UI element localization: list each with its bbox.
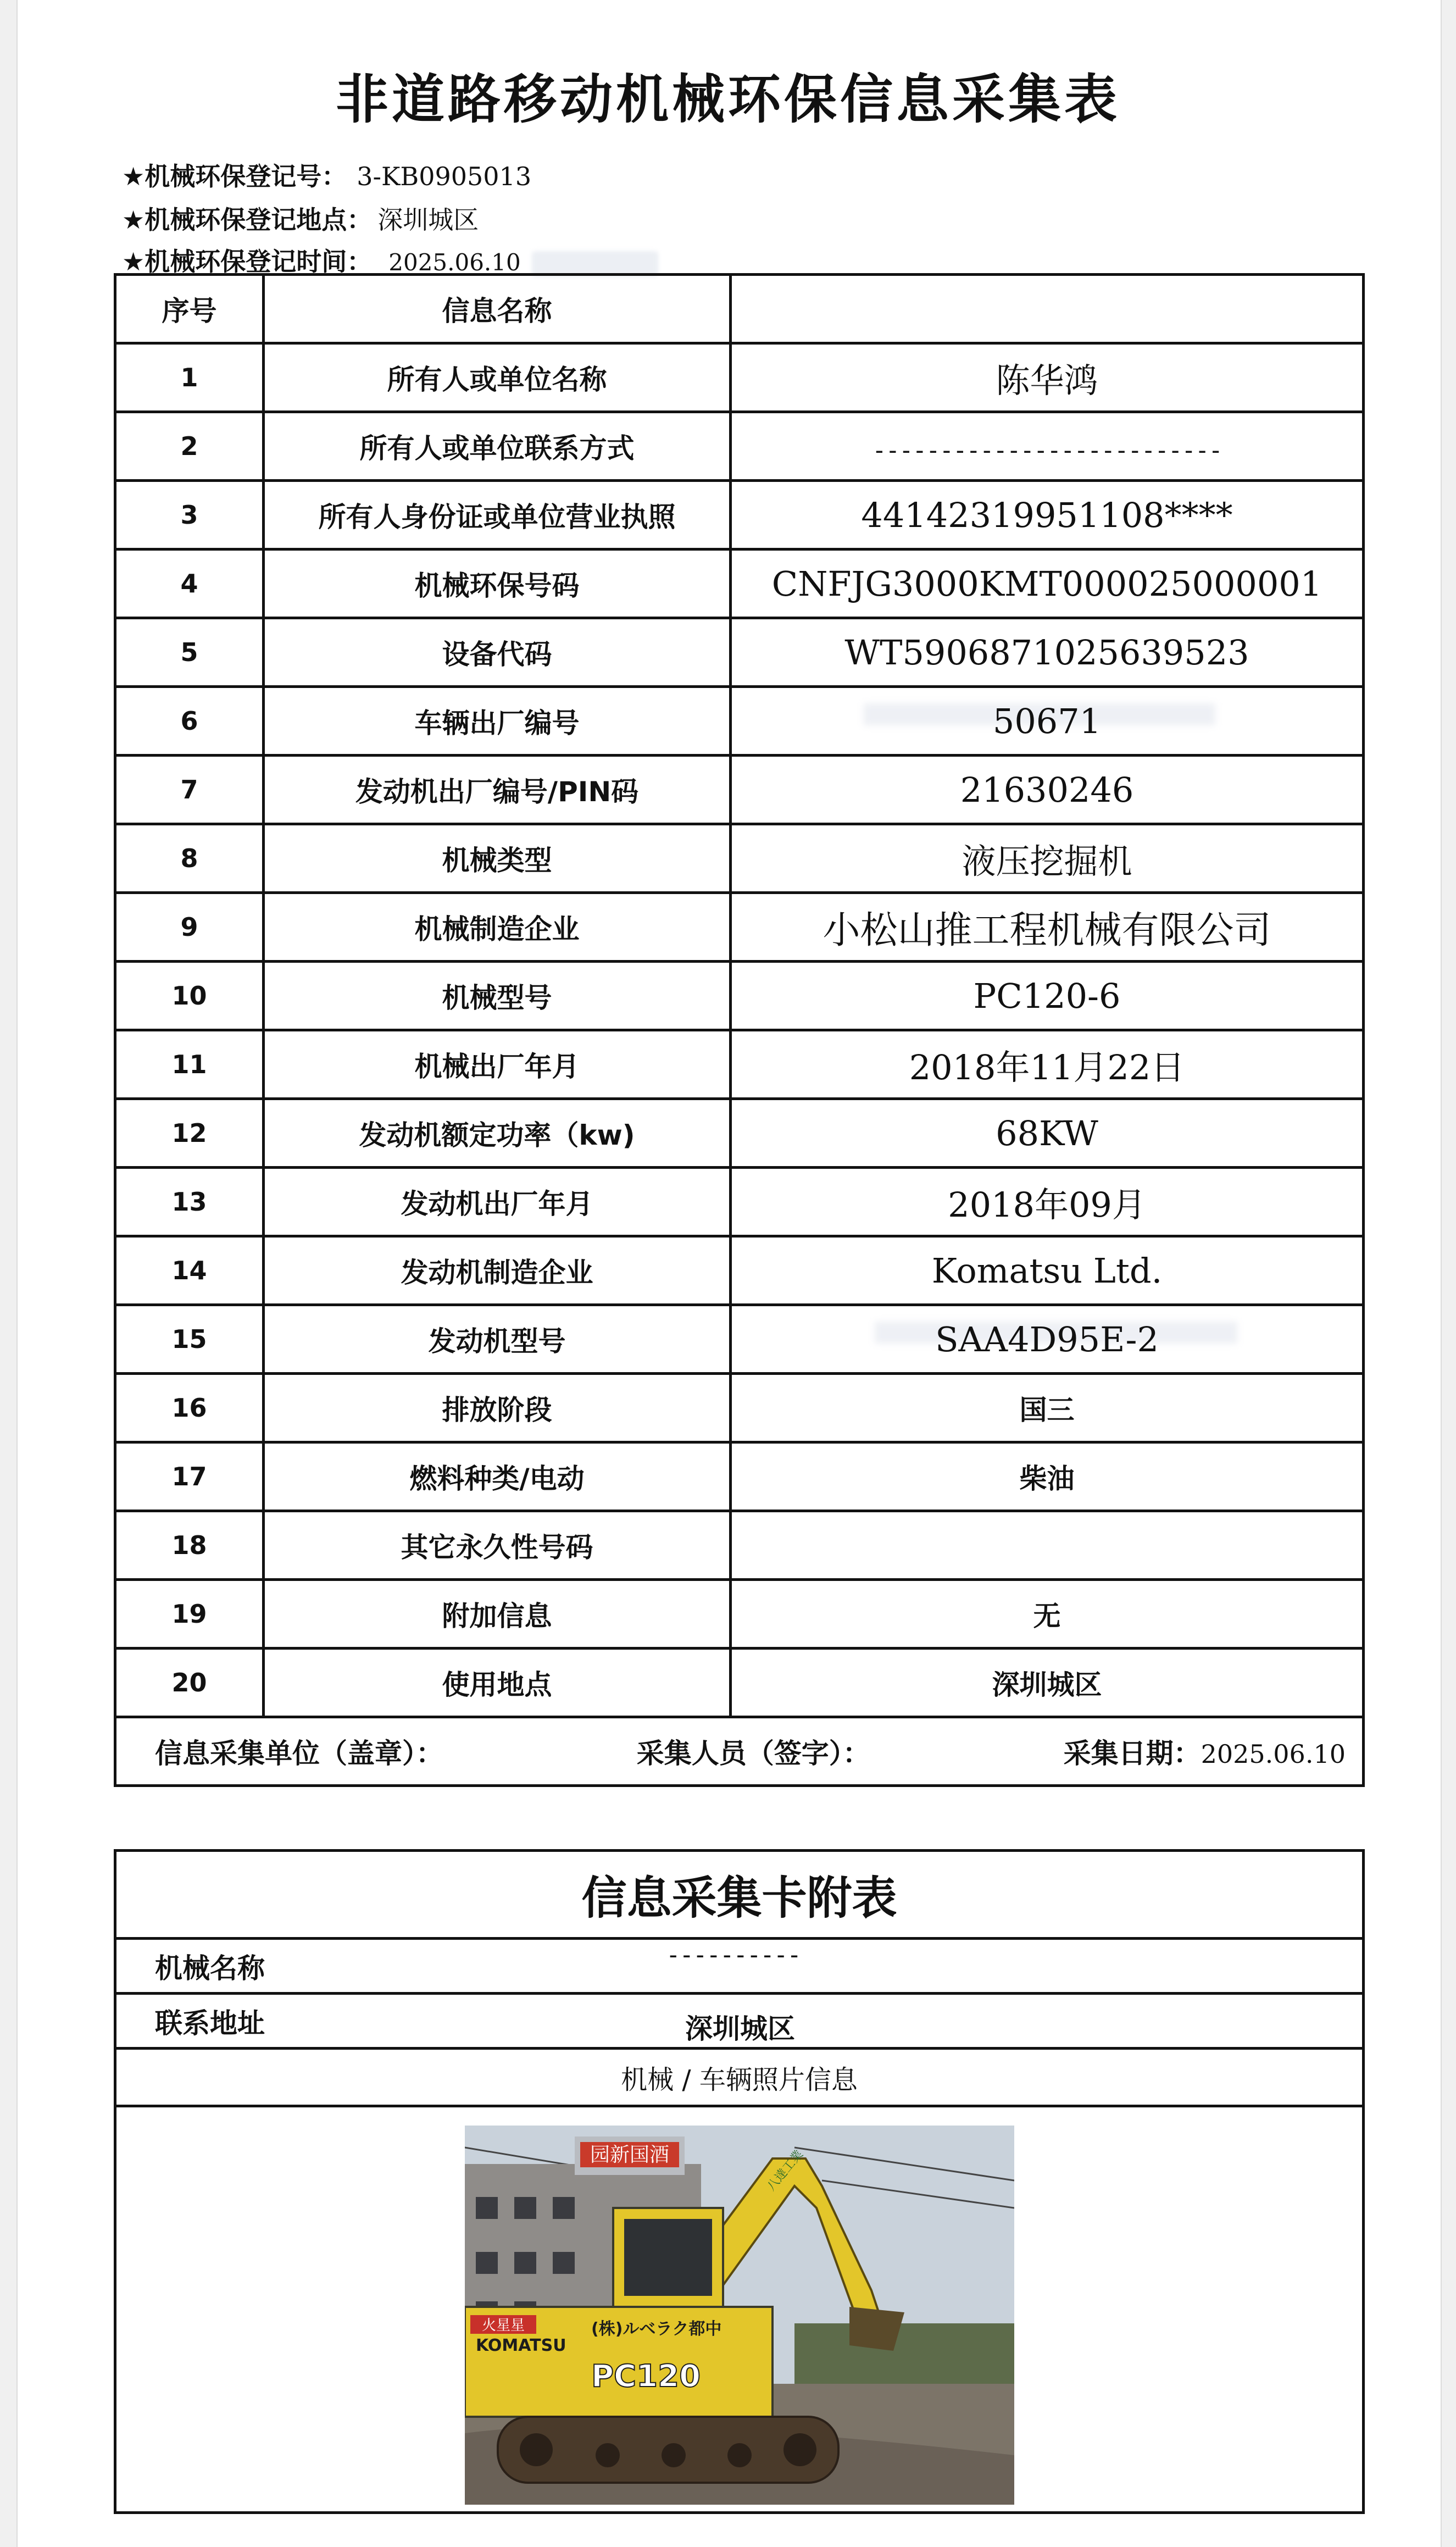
row-value: 国三	[731, 1374, 1364, 1442]
row-value: 柴油	[731, 1442, 1364, 1511]
row-label: 排放阶段	[264, 1374, 731, 1442]
machine-name-row	[115, 1939, 1364, 1994]
address-row	[115, 1994, 1364, 2049]
registration-number-label: ★机械环保登记号：	[122, 162, 347, 191]
header-serial: 序号	[115, 275, 264, 343]
row-label: 发动机型号	[264, 1305, 731, 1374]
row-label: 发动机额定功率（kw)	[264, 1099, 731, 1168]
row-number: 15	[115, 1305, 264, 1374]
row-number: 17	[115, 1442, 264, 1511]
registration-number	[122, 157, 531, 193]
row-value: 陈华鸿	[731, 343, 1364, 412]
collection-date-label: 采集日期：	[1063, 1738, 1201, 1769]
row-number: 10	[115, 962, 264, 1030]
machine-name-value: ----------	[666, 1941, 801, 1969]
engine-model-value: SAA4D95E-2	[935, 1319, 1159, 1359]
excavator-photo	[465, 2126, 1014, 2505]
row-value: 深圳城区	[731, 1649, 1364, 1717]
row-number: 14	[115, 1236, 264, 1305]
registration-number-value: 3-KB0905013	[357, 162, 532, 191]
row-label: 所有人或单位名称	[264, 343, 731, 412]
registration-time-value: 2025.06.10	[388, 249, 521, 276]
row-value: 2018年09月	[731, 1168, 1364, 1236]
row-value: 2018年11月22日	[731, 1030, 1364, 1099]
row-number: 9	[115, 893, 264, 962]
row-number: 1	[115, 343, 264, 412]
model-badge: PC120	[591, 2358, 701, 2394]
row-number: 20	[115, 1649, 264, 1717]
row-label: 设备代码	[264, 618, 731, 687]
dealer-text: (株)ルベラク都中	[591, 2319, 721, 2339]
collection-unit-label: 信息采集单位（盖章）：	[155, 1738, 443, 1769]
row-number: 12	[115, 1099, 264, 1168]
row-label: 机械类型	[264, 824, 731, 893]
row-label: 附加信息	[264, 1580, 731, 1649]
brand-text: KOMATSU	[475, 2335, 566, 2355]
row-value	[731, 1511, 1364, 1580]
row-number: 16	[115, 1374, 264, 1442]
photo-info-label: 机械 / 车辆照片信息	[115, 2049, 1364, 2106]
row-value	[731, 1305, 1364, 1374]
table-row	[115, 618, 1364, 687]
row-label: 机械型号	[264, 962, 731, 1030]
row-label: 所有人身份证或单位营业执照	[264, 481, 731, 550]
footer-cell	[115, 1717, 1364, 1786]
row-label: 机械出厂年月	[264, 1030, 731, 1099]
row-label: 机械制造企业	[264, 893, 731, 962]
cab-sticker: 火星星	[481, 2317, 525, 2334]
table-header-row	[115, 275, 1364, 343]
table-row	[115, 893, 1364, 962]
row-number: 3	[115, 481, 264, 550]
table-row	[115, 824, 1364, 893]
row-value: 21630246	[731, 756, 1364, 824]
row-label: 车辆出厂编号	[264, 687, 731, 756]
table-row	[115, 962, 1364, 1030]
table-row	[115, 1099, 1364, 1168]
row-value: 液压挖掘机	[731, 824, 1364, 893]
row-value: PC120-6	[731, 962, 1364, 1030]
collection-date	[1064, 1732, 1346, 1771]
row-number: 18	[115, 1511, 264, 1580]
row-label: 机械环保号码	[264, 550, 731, 618]
appendix-title: 信息采集卡附表	[115, 1851, 1364, 1939]
row-number: 4	[115, 550, 264, 618]
table-row	[115, 1580, 1364, 1649]
address-cell	[115, 1994, 1364, 2049]
factory-number-value: 50671	[992, 701, 1102, 741]
address-value: 深圳城区	[685, 2013, 795, 2045]
photo-cell	[115, 2106, 1364, 2513]
machine-name-label: 机械名称	[155, 1952, 265, 1984]
table-row	[115, 481, 1364, 550]
row-value: 无	[731, 1580, 1364, 1649]
header-value	[731, 275, 1364, 343]
registration-place-value: 深圳城区	[377, 205, 479, 235]
excavator-photo-graphic	[465, 2126, 1014, 2505]
address-label: 联系地址	[155, 2007, 265, 2039]
table-row	[115, 756, 1364, 824]
row-value: 小松山推工程机械有限公司	[731, 893, 1364, 962]
table-row	[115, 1442, 1364, 1511]
footer-row	[115, 1717, 1364, 1786]
row-number: 2	[115, 412, 264, 481]
row-label: 使用地点	[264, 1649, 731, 1717]
table-row	[115, 1305, 1364, 1374]
row-number: 5	[115, 618, 264, 687]
appendix-table	[114, 1849, 1365, 2514]
arm-logo: 八達工業	[764, 2147, 806, 2194]
collector-label: 采集人员（签字）：	[636, 1738, 870, 1769]
building-sign: 园新国酒	[590, 2143, 669, 2166]
row-number: 7	[115, 756, 264, 824]
table-row	[115, 1236, 1364, 1305]
row-number: 6	[115, 687, 264, 756]
info-table	[114, 273, 1365, 1787]
row-number: 19	[115, 1580, 264, 1649]
row-label: 发动机出厂年月	[264, 1168, 731, 1236]
row-value	[731, 687, 1364, 756]
machine-name-cell	[115, 1939, 1364, 1994]
registration-place-label: ★机械环保登记地点：	[122, 205, 373, 235]
row-label: 发动机出厂编号/PIN码	[264, 756, 731, 824]
table-row	[115, 1168, 1364, 1236]
table-row	[115, 343, 1364, 412]
row-label: 燃料种类/电动	[264, 1442, 731, 1511]
table-row	[115, 687, 1364, 756]
row-value: 68KW	[731, 1099, 1364, 1168]
row-number: 13	[115, 1168, 264, 1236]
row-value: WT5906871025639523	[731, 618, 1364, 687]
header-info-name: 信息名称	[264, 275, 731, 343]
row-number: 11	[115, 1030, 264, 1099]
table-row	[115, 1374, 1364, 1442]
row-label: 所有人或单位联系方式	[264, 412, 731, 481]
row-label: 发动机制造企业	[264, 1236, 731, 1305]
collection-date-value: 2025.06.10	[1201, 1739, 1346, 1769]
registration-time-label: ★机械环保登记时间：	[122, 247, 373, 276]
table-row	[115, 1649, 1364, 1717]
table-row	[115, 1030, 1364, 1099]
row-value	[731, 412, 1364, 481]
redacted-area	[532, 251, 658, 276]
registration-place	[122, 200, 479, 236]
table-row	[115, 550, 1364, 618]
row-value: 44142319951108****	[731, 481, 1364, 550]
row-label: 其它永久性号码	[264, 1511, 731, 1580]
row-number: 8	[115, 824, 264, 893]
phone-value-redacted: --------------------------	[872, 436, 1222, 464]
document-title: 非道路移动机械环保信息采集表	[336, 69, 1120, 130]
row-value: Komatsu Ltd.	[731, 1236, 1364, 1305]
table-row	[115, 1511, 1364, 1580]
row-value: CNFJG3000KMT000025000001	[731, 550, 1364, 618]
table-row	[115, 412, 1364, 481]
